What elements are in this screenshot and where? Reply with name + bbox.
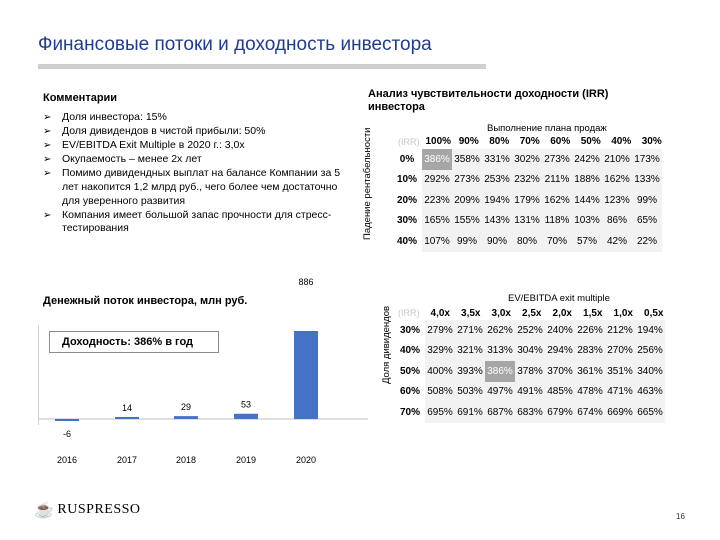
column-header: 1,0x: [613, 308, 633, 319]
table-row: [392, 231, 662, 252]
table1-top-label: Выполнение плана продаж: [487, 123, 607, 134]
table-cell: 99%: [632, 190, 662, 211]
table-cell: 107%: [422, 231, 452, 252]
comment-text: Помимо дивидендных выплат на балансе Компании за 5 лет накопится 1,2 млрд руб., чего более чем достаточно для уверенного развития: [62, 167, 341, 207]
table-cell: 340%: [635, 361, 665, 382]
table-cell: 194%: [482, 190, 512, 211]
table-cell: 252%: [515, 320, 545, 341]
table-cell: 211%: [542, 170, 572, 191]
arrow-bullet-icon: ➢: [43, 168, 52, 180]
table-cell: 279%: [425, 320, 455, 341]
data-label: 29: [180, 402, 192, 413]
table-cell: 162%: [602, 170, 632, 191]
comment-text: Окупаемость – менее 2х лет: [62, 153, 202, 166]
table-cell: 497%: [485, 382, 515, 403]
table-cell: 22%: [632, 231, 662, 252]
row-header: 10%: [396, 174, 417, 186]
table-cell: 118%: [542, 211, 572, 232]
category-label: 2018: [175, 455, 197, 465]
column-header: 0,5x: [644, 308, 664, 319]
data-label: 14: [121, 403, 133, 413]
table-cell: 99%: [452, 231, 482, 252]
table-cell: 304%: [515, 341, 545, 362]
table-row: [395, 341, 665, 362]
data-label: 886: [298, 277, 314, 287]
row-header: 40%: [399, 345, 420, 357]
table-cell: 179%: [512, 190, 542, 211]
table-cell: 131%: [512, 211, 542, 232]
table-cell: 321%: [455, 341, 485, 362]
table-cell: 262%: [485, 320, 515, 341]
column-header: 70%: [519, 136, 540, 147]
table-cell: 65%: [632, 211, 662, 232]
table-cell: 313%: [485, 341, 515, 362]
arrow-bullet-icon: ➢: [43, 140, 52, 152]
logo-text: RUSPRESSO: [57, 502, 141, 517]
comment-item: [43, 209, 343, 236]
table-cell: 485%: [545, 382, 575, 403]
arrow-bullet-icon: ➢: [43, 126, 52, 138]
table-cell: 370%: [545, 361, 575, 382]
sensitivity-table-sales: [392, 149, 662, 252]
comments-list: [43, 111, 343, 236]
cashflow-heading: Денежный поток инвестора, млн руб.: [43, 295, 248, 307]
row-header: 20%: [396, 194, 417, 206]
table-row: [392, 170, 662, 191]
company-logo: [34, 500, 141, 520]
column-header: 90%: [458, 136, 479, 147]
category-label: 2017: [116, 455, 138, 465]
column-header: 3,5x: [461, 308, 481, 319]
table-cell: 508%: [425, 382, 455, 403]
table-cell: 70%: [542, 231, 572, 252]
table-cell: 683%: [515, 402, 545, 423]
table-cell: 386%: [485, 361, 515, 382]
table-cell: 358%: [452, 149, 482, 170]
table-cell: 665%: [635, 402, 665, 423]
table-cell: 471%: [605, 382, 635, 403]
page-number: 16: [676, 512, 685, 521]
column-header: 2,5x: [522, 308, 542, 319]
table2-top-label: EV/EBITDA exit multiple: [508, 293, 610, 304]
row-header: 70%: [399, 406, 420, 418]
comment-text: Доля инвестора: 15%: [62, 111, 167, 123]
table1-side-label: Падение рентабельности: [362, 127, 373, 240]
table1-column-headers: [423, 136, 667, 147]
irr-callout: Доходность: 386% в год: [49, 331, 219, 353]
category-label: 2020: [295, 455, 317, 465]
comment-text: Компания имеет большой запас прочности для стресс-тестирования: [62, 208, 332, 235]
column-header: 80%: [489, 136, 510, 147]
column-header: 60%: [550, 136, 571, 147]
sensitivity-heading: Анализ чувствительности доходности (IRR) инвестора: [368, 88, 609, 113]
table-cell: 103%: [572, 211, 602, 232]
table-cell: 144%: [572, 190, 602, 211]
table-cell: 491%: [515, 382, 545, 403]
table-cell: 212%: [605, 320, 635, 341]
bar-2018: [174, 416, 198, 419]
category-label: 2016: [56, 455, 78, 465]
table-cell: 155%: [452, 211, 482, 232]
table-cell: 361%: [575, 361, 605, 382]
comments-heading: Комментарии: [43, 92, 118, 104]
table-cell: 256%: [635, 341, 665, 362]
table-cell: 210%: [602, 149, 632, 170]
column-header: 4,0x: [430, 308, 450, 319]
table-cell: 226%: [575, 320, 605, 341]
comment-text: EV/EBITDA Exit Multiple в 2020 г.: 3,0х: [62, 139, 245, 152]
table-row: [395, 320, 665, 341]
table-cell: 80%: [512, 231, 542, 252]
table-cell: 223%: [422, 190, 452, 211]
comment-item: [43, 167, 343, 208]
table-cell: 302%: [512, 149, 542, 170]
bar-2017: [115, 417, 139, 419]
arrow-bullet-icon: ➢: [43, 209, 52, 221]
table-cell: 463%: [635, 382, 665, 403]
title-underline: [38, 64, 486, 69]
table-cell: 123%: [602, 190, 632, 211]
table-cell: 386%: [422, 149, 452, 170]
bar-2019: [234, 414, 258, 419]
cup-icon: ☕: [34, 502, 55, 519]
column-header: 3,0x: [491, 308, 511, 319]
data-label: -6: [62, 429, 72, 439]
table-cell: 270%: [605, 341, 635, 362]
table-row: [392, 149, 662, 170]
column-header: 2,0x: [552, 308, 572, 319]
table-cell: 273%: [542, 149, 572, 170]
table-cell: 674%: [575, 402, 605, 423]
comment-item: [43, 125, 343, 139]
table2-corner-label: (IRR): [398, 308, 420, 318]
column-header: 1,5x: [583, 308, 603, 319]
table-cell: 679%: [545, 402, 575, 423]
table-cell: 400%: [425, 361, 455, 382]
page-title: Финансовые потоки и доходность инвестора: [38, 34, 432, 55]
comment-item: [43, 153, 343, 167]
table-cell: 42%: [602, 231, 632, 252]
table-cell: 292%: [422, 170, 452, 191]
table-row: [395, 361, 665, 382]
column-header: 30%: [641, 136, 662, 147]
table-cell: 57%: [572, 231, 602, 252]
table-cell: 695%: [425, 402, 455, 423]
table-cell: 232%: [512, 170, 542, 191]
column-header: 50%: [580, 136, 601, 147]
table-cell: 162%: [542, 190, 572, 211]
table-cell: 478%: [575, 382, 605, 403]
table-row: [395, 382, 665, 403]
bar-2016: [55, 419, 79, 421]
table-cell: 691%: [455, 402, 485, 423]
table-cell: 188%: [572, 170, 602, 191]
column-header: 100%: [425, 136, 452, 147]
table-cell: 90%: [482, 231, 512, 252]
table2-side-label: Доля дивидендов: [381, 305, 392, 385]
row-header: 40%: [396, 235, 417, 247]
table-cell: 209%: [452, 190, 482, 211]
comment-item: [43, 139, 343, 153]
table1-corner-label: (IRR): [398, 137, 420, 147]
table-cell: 669%: [605, 402, 635, 423]
arrow-bullet-icon: ➢: [43, 112, 52, 123]
column-header: 40%: [611, 136, 632, 147]
comment-item: [43, 111, 343, 125]
table-row: [395, 402, 665, 423]
table-cell: 242%: [572, 149, 602, 170]
table-cell: 503%: [455, 382, 485, 403]
row-header: 30%: [396, 215, 417, 227]
table-cell: 253%: [482, 170, 512, 191]
table-cell: 173%: [632, 149, 662, 170]
category-label: 2019: [235, 455, 257, 465]
table-cell: 351%: [605, 361, 635, 382]
sensitivity-table-dividends: [395, 320, 665, 423]
table-cell: 378%: [515, 361, 545, 382]
table-cell: 133%: [632, 170, 662, 191]
table2-column-headers: [425, 308, 669, 319]
table-cell: 271%: [455, 320, 485, 341]
table-cell: 143%: [482, 211, 512, 232]
table-cell: 331%: [482, 149, 512, 170]
table-cell: 165%: [422, 211, 452, 232]
table-cell: 283%: [575, 341, 605, 362]
arrow-bullet-icon: ➢: [43, 154, 52, 166]
table-cell: 240%: [545, 320, 575, 341]
table-cell: 329%: [425, 341, 455, 362]
table-row: [392, 190, 662, 211]
row-header: 30%: [399, 324, 420, 336]
table-cell: 294%: [545, 341, 575, 362]
row-header: 0%: [399, 153, 415, 165]
table-cell: 687%: [485, 402, 515, 423]
row-header: 60%: [399, 386, 420, 398]
table-row: [392, 211, 662, 232]
bar-2020: [294, 331, 318, 419]
table-cell: 194%: [635, 320, 665, 341]
table-cell: 393%: [455, 361, 485, 382]
row-header: 50%: [399, 365, 420, 377]
comment-text: Доля дивидендов в чистой прибыли: 50%: [62, 125, 266, 138]
data-label: 53: [240, 399, 252, 410]
table-cell: 86%: [602, 211, 632, 232]
table-cell: 273%: [452, 170, 482, 191]
